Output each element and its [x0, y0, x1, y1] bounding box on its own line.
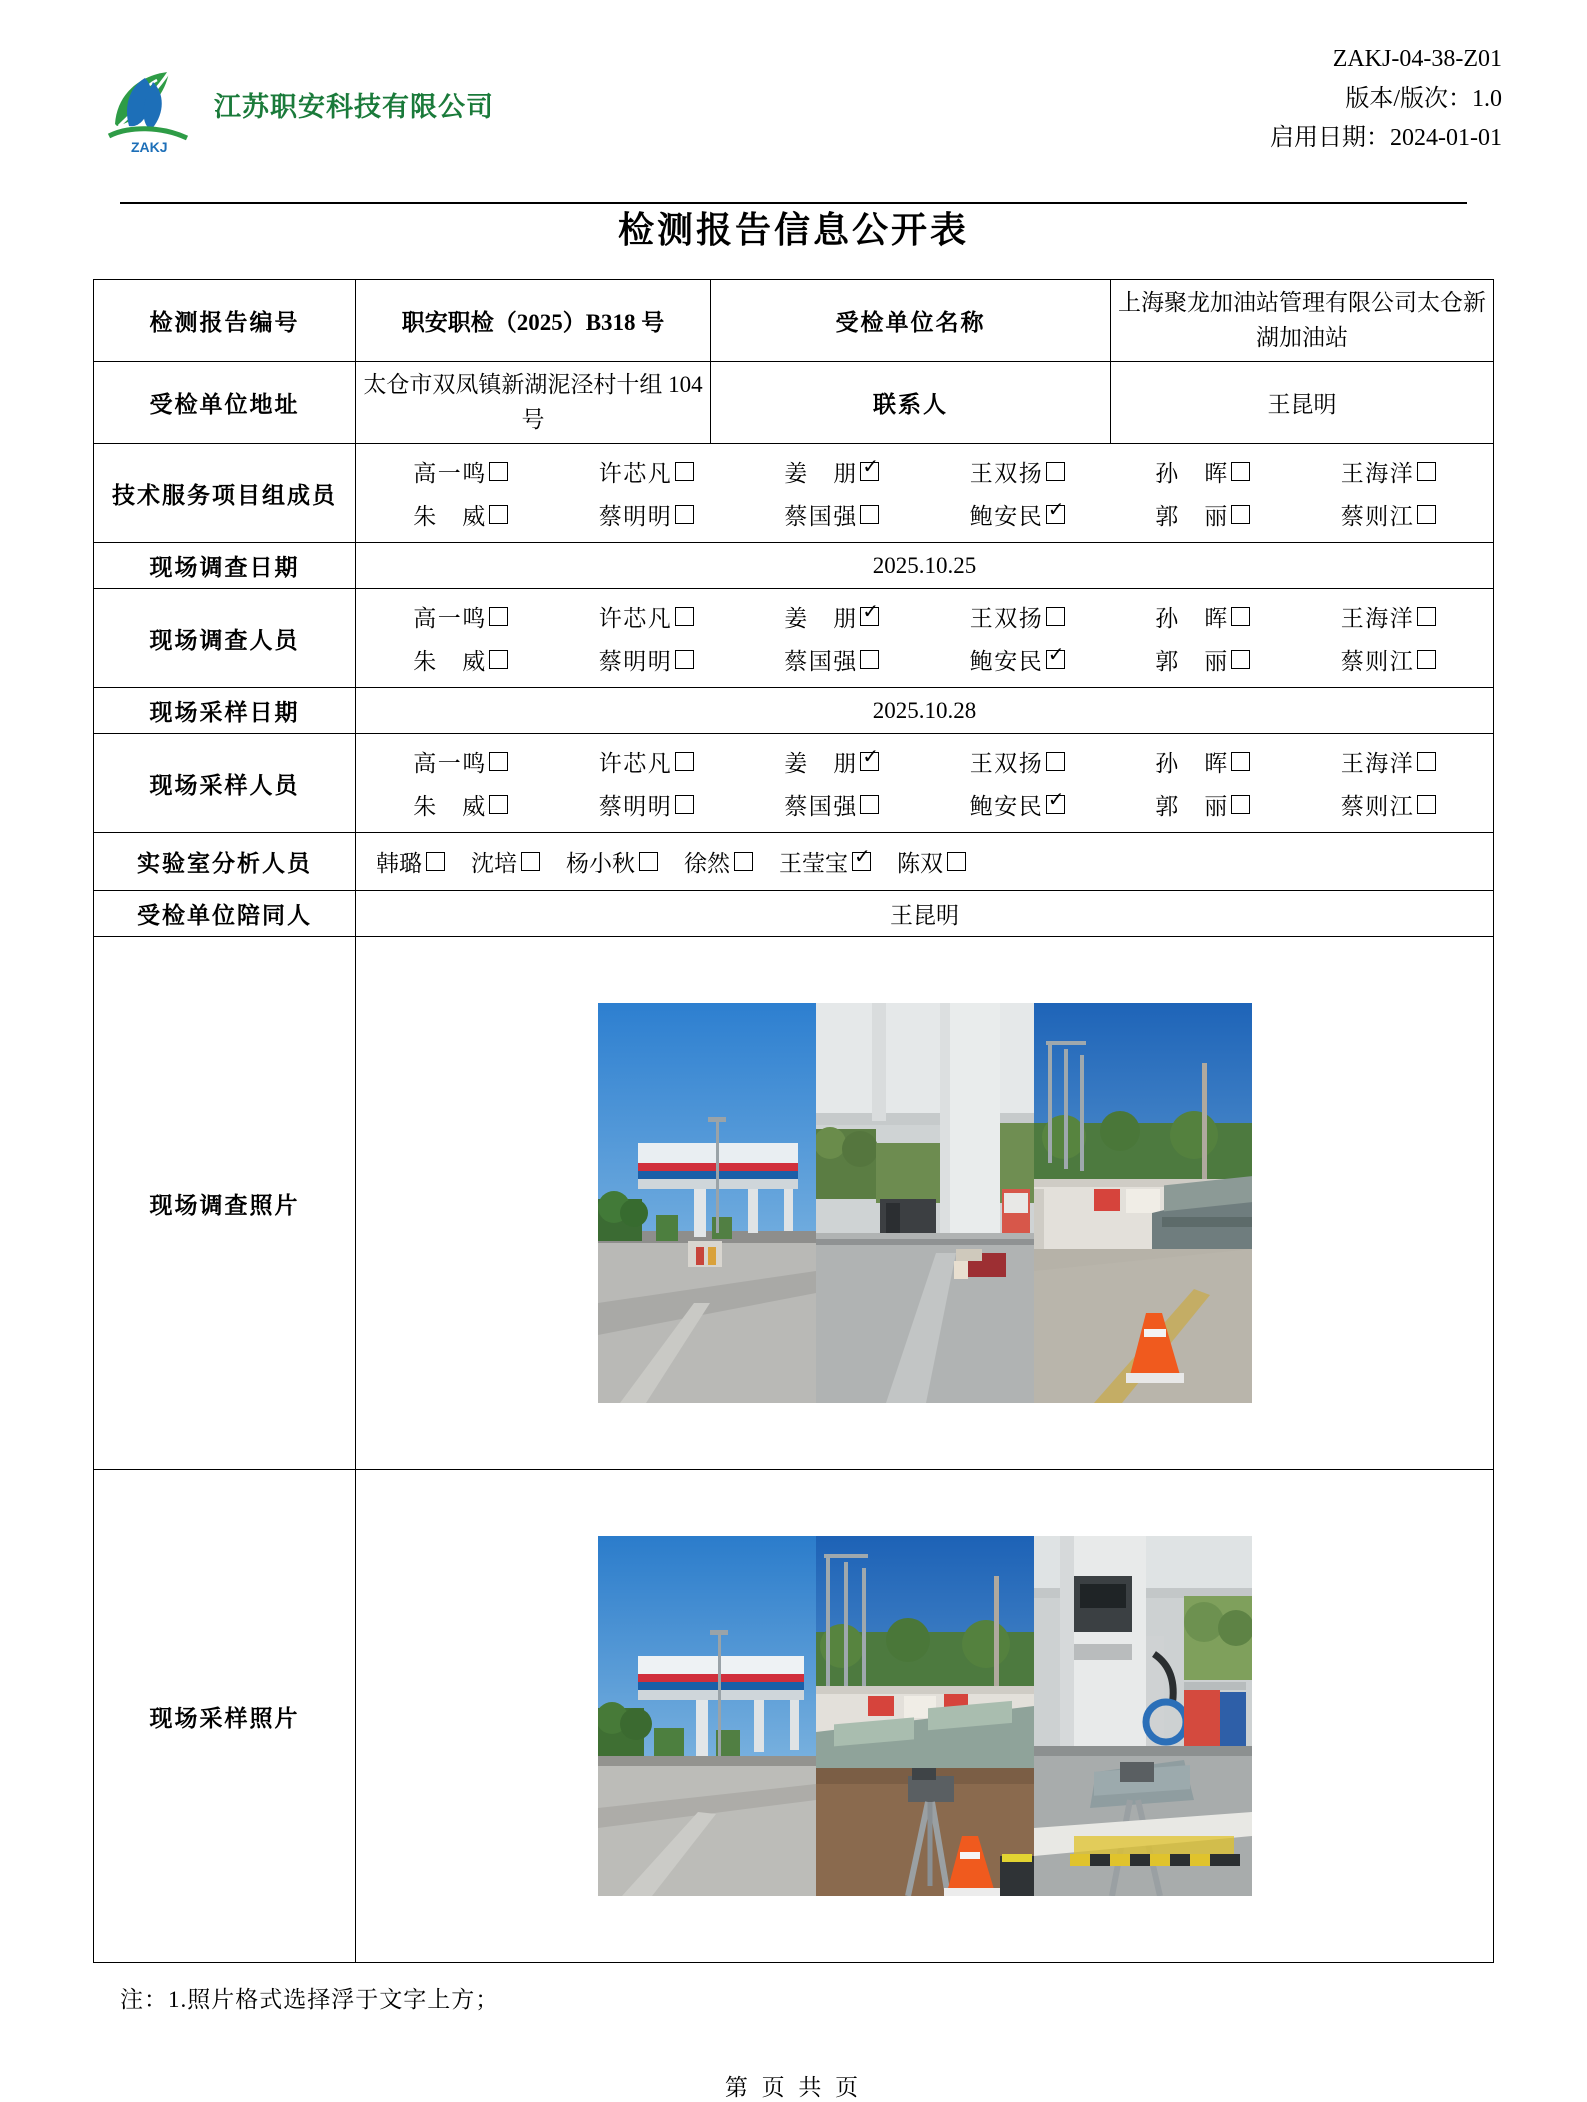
- member-name: 孙晖: [1155, 606, 1228, 631]
- company-name: 江苏职安科技有限公司: [214, 92, 494, 122]
- checkbox-item[interactable]: [739, 788, 925, 821]
- checkbox-icon[interactable]: [860, 462, 879, 481]
- checkbox-icon[interactable]: [489, 462, 508, 481]
- table-row-survey-people: [94, 589, 1494, 688]
- checkbox-icon[interactable]: [675, 650, 694, 669]
- checkbox-item[interactable]: [925, 788, 1111, 821]
- member-name: 王海洋: [1340, 606, 1413, 631]
- checkbox-icon[interactable]: [1417, 607, 1436, 626]
- member-name: 许芯凡: [598, 606, 671, 631]
- checkbox-icon[interactable]: [675, 505, 694, 524]
- value-contact: 王昆明: [1111, 362, 1494, 444]
- checkbox-icon[interactable]: [852, 852, 871, 871]
- checkbox-item[interactable]: [1296, 600, 1482, 633]
- checkbox-item[interactable]: [566, 845, 658, 878]
- lab-checkbox-list: [362, 839, 1487, 884]
- table-row-address: [94, 362, 1494, 444]
- label-escort: 受检单位陪同人: [94, 891, 356, 937]
- member-name: 蔡则江: [1340, 504, 1413, 529]
- checkbox-icon[interactable]: [860, 607, 879, 626]
- member-name: 姜朋: [784, 461, 857, 486]
- table-row-escort: [94, 891, 1494, 937]
- member-name: 鲍安民: [969, 794, 1042, 819]
- label-contact: 联系人: [711, 362, 1111, 444]
- checkbox-icon[interactable]: [1046, 607, 1065, 626]
- member-name: 郭丽: [1155, 794, 1228, 819]
- checkbox-icon[interactable]: [1231, 462, 1250, 481]
- checkbox-icon[interactable]: [489, 752, 508, 771]
- checkbox-icon[interactable]: [1046, 752, 1065, 771]
- table-row-sampling-people: [94, 734, 1494, 833]
- value-survey-people: [356, 589, 1494, 688]
- member-name: 朱威: [413, 794, 486, 819]
- checkbox-item[interactable]: [1296, 643, 1482, 676]
- checkbox-item[interactable]: [368, 745, 554, 778]
- lab-person-name: 陈双: [897, 851, 943, 876]
- table-row-survey-date: [94, 543, 1494, 589]
- checkbox-icon[interactable]: [1417, 752, 1436, 771]
- photo-gas-station-canopy: [598, 1003, 816, 1403]
- value-sampling-date: 2025.10.28: [356, 688, 1494, 734]
- member-name: 高一鸣: [413, 606, 486, 631]
- team-checkbox-grid: [362, 450, 1487, 536]
- sampling-photos-cell: [356, 1470, 1494, 1963]
- lab-person-name: 王莹宝: [779, 851, 848, 876]
- checkbox-icon[interactable]: [1231, 505, 1250, 524]
- table-row-team: [94, 444, 1494, 543]
- doc-version: 版本/版次：1.0: [1345, 85, 1502, 112]
- checkbox-item[interactable]: [368, 643, 554, 676]
- checkbox-item[interactable]: [1110, 643, 1296, 676]
- checkbox-icon[interactable]: [1417, 462, 1436, 481]
- checkbox-item[interactable]: [1110, 788, 1296, 821]
- value-survey-date: 2025.10.25: [356, 543, 1494, 589]
- table-row-report-no: [94, 280, 1494, 362]
- member-name: 鲍安民: [969, 504, 1042, 529]
- member-name: 孙晖: [1155, 751, 1228, 776]
- photo-dispenser-sampling: [1034, 1536, 1252, 1896]
- survey-photos-cell: [356, 937, 1494, 1470]
- value-address: 太仓市双凤镇新湖泥泾村十组 104 号: [356, 362, 711, 444]
- label-sampling-date: 现场采样日期: [94, 688, 356, 734]
- member-name: 蔡国强: [784, 504, 857, 529]
- checkbox-icon[interactable]: [426, 852, 445, 871]
- member-name: 王双扬: [969, 461, 1042, 486]
- checkbox-icon[interactable]: [489, 505, 508, 524]
- checkbox-item[interactable]: [739, 455, 925, 488]
- label-survey-date: 现场调查日期: [94, 543, 356, 589]
- checkbox-item[interactable]: [739, 745, 925, 778]
- checkbox-item[interactable]: [1296, 788, 1482, 821]
- member-name: 蔡明明: [598, 504, 671, 529]
- doc-effective-date: 启用日期：2024-01-01: [1270, 125, 1502, 152]
- checkbox-item[interactable]: [368, 455, 554, 488]
- label-lab-people: 实验室分析人员: [94, 833, 356, 891]
- lab-person-name: 韩璐: [376, 851, 422, 876]
- checkbox-item[interactable]: [779, 845, 871, 878]
- member-name: 郭丽: [1155, 504, 1228, 529]
- member-name: 高一鸣: [413, 461, 486, 486]
- header-brand: [60, 30, 494, 157]
- logo-text: ZAKJ: [131, 139, 168, 155]
- member-name: 蔡明明: [598, 794, 671, 819]
- checkbox-icon[interactable]: [675, 462, 694, 481]
- label-client: 受检单位名称: [711, 280, 1111, 362]
- table-row-survey-photos: [94, 937, 1494, 1470]
- checkbox-icon[interactable]: [1417, 650, 1436, 669]
- photo-station-exterior: [598, 1536, 816, 1896]
- survey-checkbox-grid: [362, 595, 1487, 681]
- checkbox-icon[interactable]: [675, 607, 694, 626]
- checkbox-item[interactable]: [1296, 498, 1482, 531]
- checkbox-item[interactable]: [554, 745, 740, 778]
- checkbox-icon[interactable]: [1046, 462, 1065, 481]
- checkbox-icon[interactable]: [489, 650, 508, 669]
- member-name: 姜朋: [784, 751, 857, 776]
- header-meta: [1270, 30, 1527, 159]
- photo-tank-vent-area: [1034, 1003, 1252, 1403]
- document-header: [60, 30, 1527, 160]
- member-name: 蔡则江: [1340, 794, 1413, 819]
- header-divider: [120, 202, 1467, 204]
- member-name: 王双扬: [969, 751, 1042, 776]
- value-team: [356, 444, 1494, 543]
- report-info-table: [93, 279, 1494, 1963]
- checkbox-item[interactable]: [739, 600, 925, 633]
- checkbox-icon[interactable]: [1417, 505, 1436, 524]
- checkbox-icon[interactable]: [860, 752, 879, 771]
- member-name: 蔡则江: [1340, 649, 1413, 674]
- table-row-sampling-date: [94, 688, 1494, 734]
- checkbox-item[interactable]: [554, 600, 740, 633]
- company-logo-icon: [95, 52, 200, 157]
- checkbox-icon[interactable]: [947, 852, 966, 871]
- checkbox-item[interactable]: [368, 600, 554, 633]
- checkbox-item[interactable]: [925, 455, 1111, 488]
- member-name: 王双扬: [969, 606, 1042, 631]
- value-lab-people: [356, 833, 1494, 891]
- sampling-checkbox-grid: [362, 740, 1487, 826]
- checkbox-item[interactable]: [554, 498, 740, 531]
- checkbox-icon[interactable]: [639, 852, 658, 871]
- checkbox-icon[interactable]: [860, 650, 879, 669]
- checkbox-item[interactable]: [554, 788, 740, 821]
- label-sampling-photos: 现场采样照片: [94, 1470, 356, 1963]
- label-address: 受检单位地址: [94, 362, 356, 444]
- checkbox-item[interactable]: [897, 845, 966, 878]
- table-row-lab-people: [94, 833, 1494, 891]
- page-number-footer: 第 页 共 页: [724, 2075, 863, 2100]
- member-name: 许芯凡: [598, 751, 671, 776]
- lab-person-name: 杨小秋: [566, 851, 635, 876]
- doc-code: ZAKJ-04-38-Z01: [1332, 46, 1502, 72]
- checkbox-item[interactable]: [925, 498, 1111, 531]
- label-report-no: 检测报告编号: [94, 280, 356, 362]
- checkbox-item[interactable]: [376, 845, 445, 878]
- checkbox-icon[interactable]: [489, 607, 508, 626]
- member-name: 蔡明明: [598, 649, 671, 674]
- member-name: 王海洋: [1340, 461, 1413, 486]
- member-name: 孙晖: [1155, 461, 1228, 486]
- page-title: 检测报告信息公开表: [617, 210, 969, 250]
- label-survey-people: 现场调查人员: [94, 589, 356, 688]
- member-name: 郭丽: [1155, 649, 1228, 674]
- member-name: 高一鸣: [413, 751, 486, 776]
- checkbox-item[interactable]: [739, 498, 925, 531]
- member-name: 王海洋: [1340, 751, 1413, 776]
- member-name: 许芯凡: [598, 461, 671, 486]
- checkbox-icon[interactable]: [675, 752, 694, 771]
- checkbox-item[interactable]: [1110, 600, 1296, 633]
- checkbox-icon[interactable]: [1231, 752, 1250, 771]
- sampling-photo-strip: [362, 1476, 1487, 1956]
- footnote: 注：1.照片格式选择浮于文字上方；: [120, 1987, 500, 2012]
- checkbox-item[interactable]: [368, 788, 554, 821]
- checkbox-icon[interactable]: [1231, 607, 1250, 626]
- member-name: 朱威: [413, 504, 486, 529]
- checkbox-item[interactable]: [1110, 745, 1296, 778]
- checkbox-item[interactable]: [471, 845, 540, 878]
- lab-person-name: 沈培: [471, 851, 517, 876]
- label-survey-photos: 现场调查照片: [94, 937, 356, 1470]
- checkbox-item[interactable]: [368, 498, 554, 531]
- checkbox-item[interactable]: [925, 643, 1111, 676]
- checkbox-icon[interactable]: [1231, 795, 1250, 814]
- checkbox-icon[interactable]: [1231, 650, 1250, 669]
- checkbox-icon[interactable]: [1046, 795, 1065, 814]
- checkbox-item[interactable]: [1110, 455, 1296, 488]
- checkbox-icon[interactable]: [675, 795, 694, 814]
- checkbox-item[interactable]: [1296, 455, 1482, 488]
- checkbox-item[interactable]: [1110, 498, 1296, 531]
- member-name: 朱威: [413, 649, 486, 674]
- lab-person-name: 徐然: [684, 851, 730, 876]
- checkbox-item[interactable]: [554, 455, 740, 488]
- photo-sampling-tripod: [816, 1536, 1034, 1896]
- checkbox-item[interactable]: [1296, 745, 1482, 778]
- label-team: 技术服务项目组成员: [94, 444, 356, 543]
- value-report-no: 职安职检（2025）B318 号: [356, 280, 711, 362]
- checkbox-item[interactable]: [554, 643, 740, 676]
- member-name: 蔡国强: [784, 794, 857, 819]
- label-sampling-people: 现场采样人员: [94, 734, 356, 833]
- checkbox-item[interactable]: [925, 600, 1111, 633]
- checkbox-item[interactable]: [739, 643, 925, 676]
- value-client: 上海聚龙加油站管理有限公司太仓新湖加油站: [1111, 280, 1494, 362]
- checkbox-icon[interactable]: [489, 795, 508, 814]
- checkbox-icon[interactable]: [860, 505, 879, 524]
- checkbox-icon[interactable]: [860, 795, 879, 814]
- member-name: 鲍安民: [969, 649, 1042, 674]
- value-escort: 王昆明: [356, 891, 1494, 937]
- survey-photo-strip: [362, 943, 1487, 1463]
- member-name: 蔡国强: [784, 649, 857, 674]
- photo-canopy-underside: [816, 1003, 1034, 1403]
- checkbox-icon[interactable]: [521, 852, 540, 871]
- table-row-sampling-photos: [94, 1470, 1494, 1963]
- checkbox-icon[interactable]: [1046, 650, 1065, 669]
- checkbox-icon[interactable]: [734, 852, 753, 871]
- checkbox-icon[interactable]: [1417, 795, 1436, 814]
- member-name: 姜朋: [784, 606, 857, 631]
- checkbox-item[interactable]: [925, 745, 1111, 778]
- value-sampling-people: [356, 734, 1494, 833]
- checkbox-icon[interactable]: [1046, 505, 1065, 524]
- checkbox-item[interactable]: [684, 845, 753, 878]
